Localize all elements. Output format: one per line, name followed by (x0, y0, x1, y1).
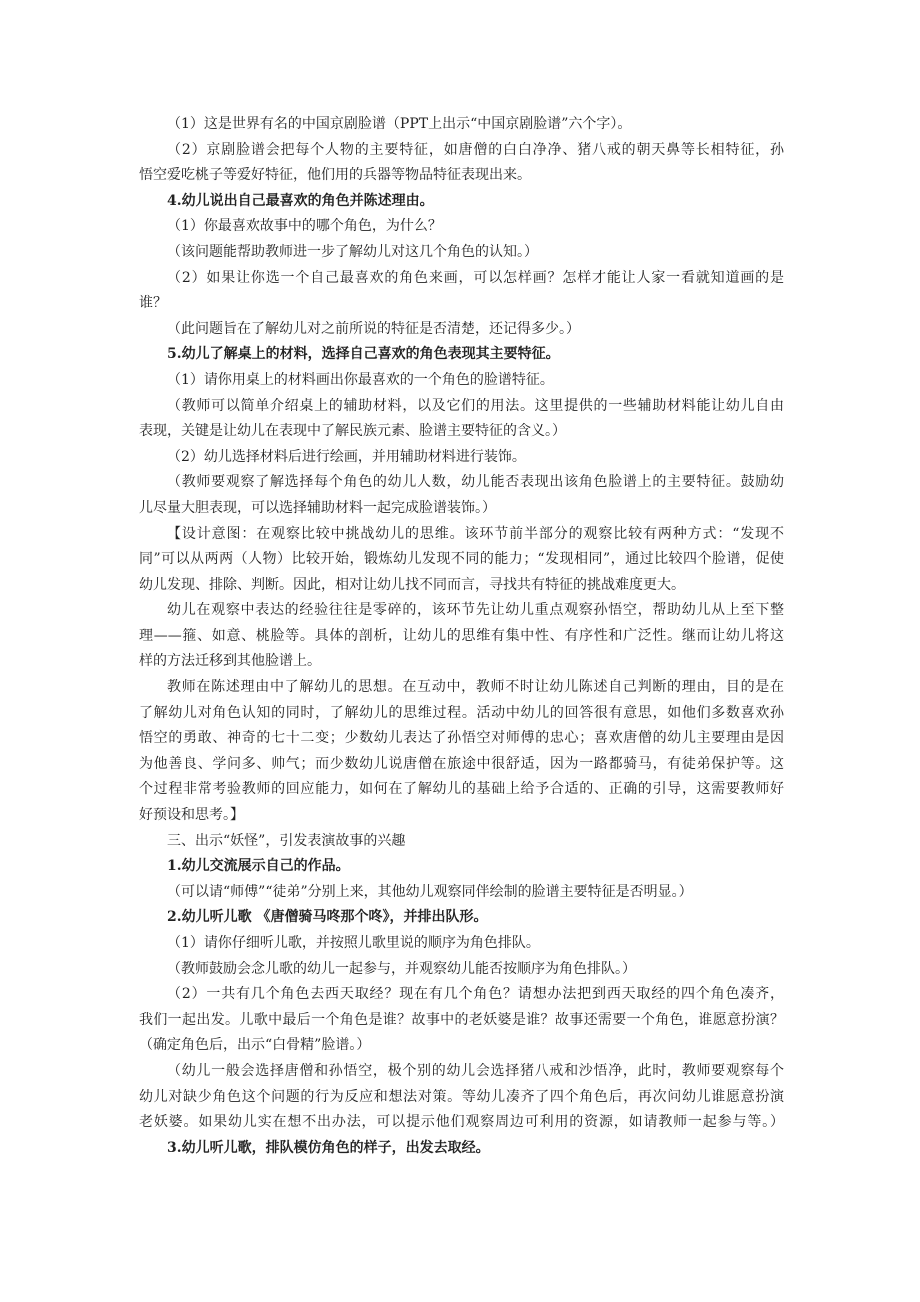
text-line: 2.幼儿听儿歌 《唐僧骑马咚那个咚》，并排出队形。 (167, 909, 488, 926)
text-line: 教师在陈述理由中了解幼儿的思想。在互动中，教师不时让幼儿陈述自己判断的理由，目的是在 (167, 679, 784, 696)
text-line: 为他善良、学问多、帅气；而少数幼儿说唐僧在旅途中很舒适，因为一路都骑马，有徒弟保护等。这 (139, 755, 784, 772)
text-line: 三、出示“妖怪”，引发表演故事的兴趣 (167, 832, 406, 849)
text-line: （1）这是世界有名的中国京剧脸谱（PPT上出示“中国京剧脸谱”六个字）。 (167, 116, 632, 132)
text-line: 理——箍、如意、桃脸等。具体的剖析，让幼儿的思维有集中性、有序性和广泛性。继而让幼儿将这 (139, 627, 784, 644)
text-line: 幼儿对缺少角色这个问题的行为反应和想法对策。等幼儿凑齐了四个角色后，再次问幼儿谁愿意扮演 (139, 1088, 784, 1105)
text-line: （教师要观察了解选择每个角色的幼儿人数，幼儿能否表现出该角色脸谱上的主要特征。鼓励幼 (167, 474, 784, 491)
text-line: 5.幼儿了解桌上的材料，选择自己喜欢的角色表现其主要特征。 (167, 346, 560, 363)
document-page (139, 112, 784, 1161)
text-line: （教师可以简单介绍桌上的辅助材料，以及它们的用法。这里提供的一些辅助材料能让幼儿自由 (167, 397, 784, 414)
text-line: 4.幼儿说出自己最喜欢的角色并陈述理由。 (167, 192, 434, 209)
text-line: 我们一起出发。儿歌中最后一个角色是谁？故事中的老妖婆是谁？故事还需要一个角色，谁愿意扮演？ (139, 1011, 784, 1028)
text-line: （可以请“师傅”“徒弟”分别上来，其他幼儿观察同伴绘制的脸谱主要特征是否明显。） (167, 883, 693, 900)
text-line: 幼儿在观察中表达的经验往往是零碎的，该环节先让幼儿重点观察孙悟空，帮助幼儿从上至下整 (167, 602, 784, 619)
text-line: （1）请你仔细听儿歌，并按照儿歌里说的顺序为角色排队。 (167, 935, 540, 951)
text-line: （幼儿一般会选择唐僧和孙悟空，极个别的幼儿会选择猪八戒和沙悟净，此时，教师要观察每个 (167, 1062, 784, 1079)
text-line: 悟空爱吃桃子等爱好特征，他们用的兵器等物品特征表现出来。 (139, 167, 531, 184)
text-line: （2）京剧脸谱会把每个人物的主要特征，如唐僧的白白净净、猪八戒的朝天鼻等长相特征，孙 (167, 141, 784, 158)
text-line: （1）请你用桌上的材料画出你最喜欢的一个角色的脸谱特征。 (167, 371, 554, 388)
text-line: 1.幼儿交流展示自己的作品。 (167, 858, 350, 875)
text-line: 表现，关键是让幼儿在表现中了解民族元素、脸谱主要特征的含义。） (139, 423, 566, 440)
text-line: 同”可以从两两（人物）比较开始，锻炼幼儿发现不同的能力；“发现相同”，通过比较四个脸谱，促使 (139, 551, 784, 568)
text-line: （1）你最喜欢故事中的哪个角色，为什么？ (167, 218, 442, 235)
text-line: 悟空的勇敢、神奇的七十二变；少数幼儿表达了孙悟空对师傅的忠心；喜欢唐僧的幼儿主要理由是因 (139, 730, 784, 747)
text-line: （教师鼓励会念儿歌的幼儿一起参与，并观察幼儿能否按顺序为角色排队。） (167, 960, 636, 977)
text-line: 老妖婆。如果幼儿实在想不出办法，可以提示他们观察周边可利用的资源，如请教师一起参与等。） (139, 1114, 784, 1131)
text-line: 个过程非常考验教师的回应能力，如何在了解幼儿的基础上给予合适的、正确的引导，这需要教师好 (139, 781, 784, 798)
text-line: （2）如果让你选一个自己最喜欢的角色来画，可以怎样画？怎样才能让人家一看就知道画的是 (167, 269, 784, 286)
text-line: 了解幼儿对角色认知的同时，了解幼儿的思维过程。活动中幼儿的回答很有意思，如他们多数喜欢孙 (139, 704, 784, 721)
text-line: 儿尽量大胆表现，可以选择辅助材料一起完成脸谱装饰。） (139, 499, 496, 516)
text-line: 样的方法迁移到其他脸谱上。 (139, 653, 321, 670)
text-line: 好预设和思考。】 (139, 807, 244, 824)
text-line: （2）一共有几个角色去西天取经？现在有几个角色？请想办法把到西天取经的四个角色凑齐， (167, 986, 784, 1003)
text-line: （确定角色后，出示“白骨精”脸谱。） (139, 1037, 371, 1054)
text-line: 谁？ (139, 295, 167, 312)
text-line: 3.幼儿听儿歌，排队模仿角色的样子，出发去取经。 (167, 1139, 490, 1156)
text-line: （该问题能帮助教师进一步了解幼儿对这几个角色的认知。） (167, 243, 538, 260)
text-line: 【设计意图：在观察比较中挑战幼儿的思维。该环节前半部分的观察比较有两种方式：“发现不 (167, 525, 784, 542)
text-line: （2）幼儿选择材料后进行绘画，并用辅助材料进行装饰。 (167, 448, 526, 465)
text-line: （此问题旨在了解幼儿对之前所说的特征是否清楚，还记得多少。） (167, 320, 580, 337)
text-line: 幼儿发现、排除、判断。因此，相对让幼儿找不同而言，寻找共有特征的挑战难度更大。 (139, 576, 685, 593)
